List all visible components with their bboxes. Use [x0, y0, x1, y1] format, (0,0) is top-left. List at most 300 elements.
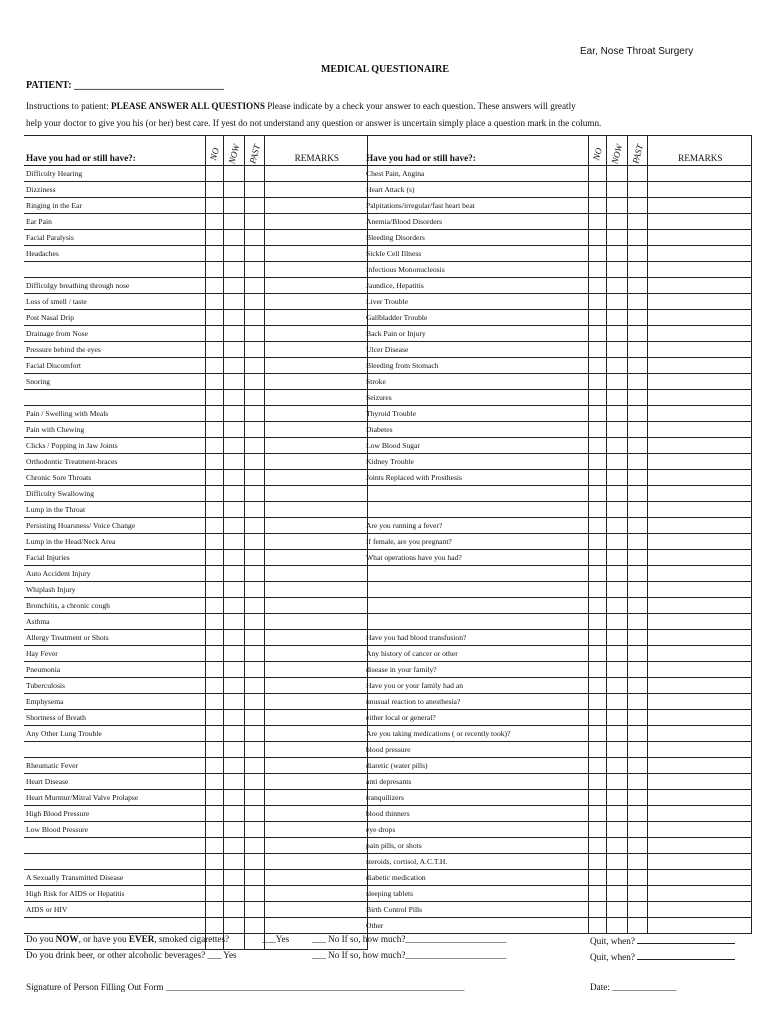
past-checkbox[interactable]	[244, 710, 264, 726]
now-checkbox[interactable]	[223, 902, 244, 918]
past-checkbox[interactable]	[627, 886, 647, 902]
now-checkbox[interactable]	[606, 214, 627, 230]
past-checkbox[interactable]	[244, 582, 264, 598]
past-checkbox[interactable]	[244, 342, 264, 358]
now-checkbox[interactable]	[223, 342, 244, 358]
now-checkbox[interactable]	[606, 182, 627, 198]
now-checkbox[interactable]	[606, 278, 627, 294]
remarks-cell[interactable]	[264, 790, 367, 806]
past-checkbox[interactable]	[627, 710, 647, 726]
no-checkbox[interactable]	[205, 902, 223, 918]
no-checkbox[interactable]	[205, 470, 223, 486]
patient-field[interactable]: PATIENT: ______________________________	[26, 80, 225, 91]
remarks-cell[interactable]	[647, 774, 751, 790]
now-checkbox[interactable]	[223, 454, 244, 470]
remarks-cell[interactable]	[264, 774, 367, 790]
now-checkbox[interactable]	[223, 438, 244, 454]
now-checkbox[interactable]	[223, 710, 244, 726]
past-checkbox[interactable]	[244, 438, 264, 454]
remarks-cell[interactable]	[264, 694, 367, 710]
remarks-cell[interactable]	[647, 358, 751, 374]
remarks-cell[interactable]	[647, 726, 751, 742]
now-checkbox[interactable]	[223, 374, 244, 390]
now-checkbox[interactable]	[223, 614, 244, 630]
past-checkbox[interactable]	[627, 198, 647, 214]
remarks-cell[interactable]	[264, 294, 367, 310]
no-checkbox[interactable]	[588, 838, 606, 854]
no-checkbox[interactable]	[588, 598, 606, 614]
now-checkbox[interactable]	[606, 374, 627, 390]
no-checkbox[interactable]	[588, 534, 606, 550]
no-checkbox[interactable]	[205, 710, 223, 726]
past-checkbox[interactable]	[244, 518, 264, 534]
remarks-cell[interactable]	[647, 326, 751, 342]
no-checkbox[interactable]	[205, 230, 223, 246]
remarks-cell[interactable]	[264, 758, 367, 774]
now-checkbox[interactable]	[606, 246, 627, 262]
now-checkbox[interactable]	[223, 166, 244, 182]
remarks-cell[interactable]	[647, 566, 751, 582]
remarks-cell[interactable]	[647, 198, 751, 214]
no-checkbox[interactable]	[205, 294, 223, 310]
no-checkbox[interactable]	[205, 422, 223, 438]
past-checkbox[interactable]	[244, 806, 264, 822]
no-checkbox[interactable]	[588, 246, 606, 262]
past-checkbox[interactable]	[244, 822, 264, 838]
no-checkbox[interactable]	[205, 198, 223, 214]
now-checkbox[interactable]	[223, 406, 244, 422]
now-checkbox[interactable]	[606, 678, 627, 694]
remarks-cell[interactable]	[647, 406, 751, 422]
now-checkbox[interactable]	[606, 694, 627, 710]
remarks-cell[interactable]	[264, 534, 367, 550]
past-checkbox[interactable]	[627, 790, 647, 806]
remarks-cell[interactable]	[264, 646, 367, 662]
no-checkbox[interactable]	[588, 710, 606, 726]
no-checkbox[interactable]	[205, 854, 223, 870]
past-checkbox[interactable]	[244, 630, 264, 646]
now-checkbox[interactable]	[223, 230, 244, 246]
remarks-cell[interactable]	[647, 534, 751, 550]
no-checkbox[interactable]	[205, 502, 223, 518]
no-checkbox[interactable]	[205, 694, 223, 710]
smoking-quit-line[interactable]	[637, 934, 735, 944]
past-checkbox[interactable]	[627, 726, 647, 742]
remarks-cell[interactable]	[264, 822, 367, 838]
no-checkbox[interactable]	[588, 358, 606, 374]
no-checkbox[interactable]	[588, 790, 606, 806]
remarks-cell[interactable]	[647, 886, 751, 902]
now-checkbox[interactable]	[606, 230, 627, 246]
past-checkbox[interactable]	[627, 262, 647, 278]
now-checkbox[interactable]	[606, 710, 627, 726]
no-checkbox[interactable]	[205, 358, 223, 374]
past-checkbox[interactable]	[627, 230, 647, 246]
no-checkbox[interactable]	[205, 758, 223, 774]
no-checkbox[interactable]	[588, 230, 606, 246]
no-checkbox[interactable]	[588, 214, 606, 230]
remarks-cell[interactable]	[264, 582, 367, 598]
now-checkbox[interactable]	[223, 598, 244, 614]
remarks-cell[interactable]	[647, 646, 751, 662]
drinking-quit-field[interactable]	[590, 950, 735, 962]
remarks-cell[interactable]	[264, 310, 367, 326]
remarks-cell[interactable]	[647, 582, 751, 598]
now-checkbox[interactable]	[223, 246, 244, 262]
past-checkbox[interactable]	[244, 838, 264, 854]
now-checkbox[interactable]	[223, 566, 244, 582]
past-checkbox[interactable]	[244, 758, 264, 774]
past-checkbox[interactable]	[627, 774, 647, 790]
now-checkbox[interactable]	[606, 502, 627, 518]
remarks-cell[interactable]	[264, 518, 367, 534]
past-checkbox[interactable]	[244, 406, 264, 422]
now-checkbox[interactable]	[223, 198, 244, 214]
no-checkbox[interactable]	[588, 806, 606, 822]
past-checkbox[interactable]	[627, 374, 647, 390]
remarks-cell[interactable]	[264, 246, 367, 262]
now-checkbox[interactable]	[606, 566, 627, 582]
no-checkbox[interactable]	[205, 726, 223, 742]
no-checkbox[interactable]	[205, 278, 223, 294]
date-field[interactable]: Date: ______________	[590, 982, 677, 992]
now-checkbox[interactable]	[606, 582, 627, 598]
no-checkbox[interactable]	[588, 886, 606, 902]
now-checkbox[interactable]	[606, 390, 627, 406]
remarks-cell[interactable]	[264, 470, 367, 486]
no-checkbox[interactable]	[588, 454, 606, 470]
now-checkbox[interactable]	[606, 342, 627, 358]
past-checkbox[interactable]	[244, 854, 264, 870]
now-checkbox[interactable]	[606, 918, 627, 934]
no-checkbox[interactable]	[588, 902, 606, 918]
past-checkbox[interactable]	[627, 694, 647, 710]
now-checkbox[interactable]	[606, 726, 627, 742]
past-checkbox[interactable]	[627, 326, 647, 342]
remarks-cell[interactable]	[264, 454, 367, 470]
no-checkbox[interactable]	[588, 198, 606, 214]
remarks-cell[interactable]	[647, 246, 751, 262]
remarks-cell[interactable]	[264, 502, 367, 518]
no-checkbox[interactable]	[205, 534, 223, 550]
no-checkbox[interactable]	[205, 214, 223, 230]
remarks-cell[interactable]	[647, 518, 751, 534]
now-checkbox[interactable]	[223, 214, 244, 230]
remarks-cell[interactable]	[264, 678, 367, 694]
past-checkbox[interactable]	[627, 454, 647, 470]
no-checkbox[interactable]	[205, 310, 223, 326]
past-checkbox[interactable]	[627, 758, 647, 774]
past-checkbox[interactable]	[627, 838, 647, 854]
no-checkbox[interactable]	[588, 310, 606, 326]
remarks-cell[interactable]	[647, 790, 751, 806]
now-checkbox[interactable]	[223, 630, 244, 646]
now-checkbox[interactable]	[606, 838, 627, 854]
no-checkbox[interactable]	[205, 550, 223, 566]
now-checkbox[interactable]	[606, 550, 627, 566]
remarks-cell[interactable]	[264, 182, 367, 198]
now-checkbox[interactable]	[606, 742, 627, 758]
past-checkbox[interactable]	[244, 902, 264, 918]
now-checkbox[interactable]	[223, 694, 244, 710]
now-checkbox[interactable]	[606, 438, 627, 454]
now-checkbox[interactable]	[606, 422, 627, 438]
remarks-cell[interactable]	[264, 838, 367, 854]
no-checkbox[interactable]	[588, 870, 606, 886]
no-checkbox[interactable]	[205, 870, 223, 886]
remarks-cell[interactable]	[647, 182, 751, 198]
no-checkbox[interactable]	[588, 278, 606, 294]
no-checkbox[interactable]	[205, 790, 223, 806]
past-checkbox[interactable]	[627, 822, 647, 838]
past-checkbox[interactable]	[627, 182, 647, 198]
now-checkbox[interactable]	[223, 662, 244, 678]
remarks-cell[interactable]	[264, 198, 367, 214]
remarks-cell[interactable]	[264, 326, 367, 342]
now-checkbox[interactable]	[606, 534, 627, 550]
past-checkbox[interactable]	[627, 662, 647, 678]
remarks-cell[interactable]	[647, 662, 751, 678]
no-checkbox[interactable]	[205, 518, 223, 534]
now-checkbox[interactable]	[606, 854, 627, 870]
past-checkbox[interactable]	[244, 502, 264, 518]
no-checkbox[interactable]	[205, 742, 223, 758]
past-checkbox[interactable]	[627, 438, 647, 454]
past-checkbox[interactable]	[244, 310, 264, 326]
past-checkbox[interactable]	[244, 470, 264, 486]
no-checkbox[interactable]	[588, 390, 606, 406]
now-checkbox[interactable]	[223, 838, 244, 854]
remarks-cell[interactable]	[647, 614, 751, 630]
remarks-cell[interactable]	[647, 550, 751, 566]
no-checkbox[interactable]	[205, 486, 223, 502]
remarks-cell[interactable]	[647, 694, 751, 710]
past-checkbox[interactable]	[244, 262, 264, 278]
no-checkbox[interactable]	[205, 822, 223, 838]
now-checkbox[interactable]	[223, 774, 244, 790]
remarks-cell[interactable]	[647, 902, 751, 918]
remarks-cell[interactable]	[647, 742, 751, 758]
past-checkbox[interactable]	[244, 774, 264, 790]
remarks-cell[interactable]	[647, 854, 751, 870]
now-checkbox[interactable]	[606, 886, 627, 902]
drinking-quit-line[interactable]	[637, 950, 735, 960]
past-checkbox[interactable]	[244, 326, 264, 342]
signature-field[interactable]: Signature of Person Filling Out Form _________________________________________________________________	[26, 982, 465, 992]
past-checkbox[interactable]	[244, 726, 264, 742]
no-checkbox[interactable]	[588, 726, 606, 742]
now-checkbox[interactable]	[223, 918, 244, 934]
past-checkbox[interactable]	[627, 614, 647, 630]
now-checkbox[interactable]	[223, 582, 244, 598]
smoking-quit-field[interactable]	[590, 934, 735, 946]
past-checkbox[interactable]	[627, 598, 647, 614]
remarks-cell[interactable]	[264, 390, 367, 406]
past-checkbox[interactable]	[244, 422, 264, 438]
past-checkbox[interactable]	[244, 598, 264, 614]
now-checkbox[interactable]	[606, 774, 627, 790]
remarks-cell[interactable]	[647, 630, 751, 646]
no-checkbox[interactable]	[205, 646, 223, 662]
past-checkbox[interactable]	[627, 342, 647, 358]
now-checkbox[interactable]	[223, 470, 244, 486]
past-checkbox[interactable]	[244, 246, 264, 262]
now-checkbox[interactable]	[223, 294, 244, 310]
no-checkbox[interactable]	[205, 886, 223, 902]
now-checkbox[interactable]	[223, 758, 244, 774]
now-checkbox[interactable]	[606, 358, 627, 374]
now-checkbox[interactable]	[606, 902, 627, 918]
past-checkbox[interactable]	[244, 550, 264, 566]
no-checkbox[interactable]	[588, 326, 606, 342]
remarks-cell[interactable]	[647, 390, 751, 406]
remarks-cell[interactable]	[264, 278, 367, 294]
remarks-cell[interactable]	[647, 454, 751, 470]
smoking-no-field[interactable]: ___ No If so, how much?______________________	[312, 934, 507, 944]
no-checkbox[interactable]	[205, 806, 223, 822]
now-checkbox[interactable]	[223, 182, 244, 198]
past-checkbox[interactable]	[627, 742, 647, 758]
remarks-cell[interactable]	[264, 870, 367, 886]
remarks-cell[interactable]	[264, 374, 367, 390]
now-checkbox[interactable]	[223, 486, 244, 502]
remarks-cell[interactable]	[264, 422, 367, 438]
remarks-cell[interactable]	[647, 342, 751, 358]
no-checkbox[interactable]	[588, 742, 606, 758]
now-checkbox[interactable]	[223, 310, 244, 326]
past-checkbox[interactable]	[244, 614, 264, 630]
no-checkbox[interactable]	[205, 342, 223, 358]
now-checkbox[interactable]	[606, 326, 627, 342]
past-checkbox[interactable]	[627, 310, 647, 326]
now-checkbox[interactable]	[606, 518, 627, 534]
past-checkbox[interactable]	[244, 230, 264, 246]
remarks-cell[interactable]	[647, 438, 751, 454]
remarks-cell[interactable]	[647, 166, 751, 182]
past-checkbox[interactable]	[627, 358, 647, 374]
no-checkbox[interactable]	[205, 454, 223, 470]
no-checkbox[interactable]	[588, 822, 606, 838]
remarks-cell[interactable]	[264, 630, 367, 646]
no-checkbox[interactable]	[588, 342, 606, 358]
now-checkbox[interactable]	[606, 406, 627, 422]
no-checkbox[interactable]	[205, 246, 223, 262]
remarks-cell[interactable]	[264, 886, 367, 902]
no-checkbox[interactable]	[588, 374, 606, 390]
past-checkbox[interactable]	[627, 646, 647, 662]
remarks-cell[interactable]	[647, 278, 751, 294]
past-checkbox[interactable]	[627, 806, 647, 822]
no-checkbox[interactable]	[588, 758, 606, 774]
remarks-cell[interactable]	[647, 870, 751, 886]
remarks-cell[interactable]	[647, 230, 751, 246]
no-checkbox[interactable]	[205, 326, 223, 342]
no-checkbox[interactable]	[588, 182, 606, 198]
past-checkbox[interactable]	[244, 294, 264, 310]
drinking-no-field[interactable]: ___ No If so, how much?______________________	[312, 950, 507, 960]
now-checkbox[interactable]	[606, 294, 627, 310]
no-checkbox[interactable]	[588, 262, 606, 278]
past-checkbox[interactable]	[244, 566, 264, 582]
now-checkbox[interactable]	[223, 502, 244, 518]
past-checkbox[interactable]	[244, 374, 264, 390]
remarks-cell[interactable]	[647, 758, 751, 774]
no-checkbox[interactable]	[588, 166, 606, 182]
no-checkbox[interactable]	[205, 438, 223, 454]
remarks-cell[interactable]	[264, 486, 367, 502]
now-checkbox[interactable]	[223, 854, 244, 870]
now-checkbox[interactable]	[223, 678, 244, 694]
remarks-cell[interactable]	[264, 710, 367, 726]
no-checkbox[interactable]	[205, 630, 223, 646]
now-checkbox[interactable]	[223, 422, 244, 438]
no-checkbox[interactable]	[588, 918, 606, 934]
no-checkbox[interactable]	[205, 374, 223, 390]
remarks-cell[interactable]	[264, 406, 367, 422]
past-checkbox[interactable]	[244, 198, 264, 214]
past-checkbox[interactable]	[244, 182, 264, 198]
now-checkbox[interactable]	[223, 534, 244, 550]
no-checkbox[interactable]	[588, 630, 606, 646]
no-checkbox[interactable]	[588, 294, 606, 310]
past-checkbox[interactable]	[244, 646, 264, 662]
past-checkbox[interactable]	[244, 694, 264, 710]
now-checkbox[interactable]	[606, 486, 627, 502]
past-checkbox[interactable]	[627, 422, 647, 438]
past-checkbox[interactable]	[244, 390, 264, 406]
no-checkbox[interactable]	[588, 774, 606, 790]
no-checkbox[interactable]	[588, 502, 606, 518]
no-checkbox[interactable]	[588, 646, 606, 662]
no-checkbox[interactable]	[588, 678, 606, 694]
no-checkbox[interactable]	[588, 422, 606, 438]
past-checkbox[interactable]	[627, 278, 647, 294]
remarks-cell[interactable]	[647, 422, 751, 438]
past-checkbox[interactable]	[627, 518, 647, 534]
past-checkbox[interactable]	[244, 886, 264, 902]
no-checkbox[interactable]	[205, 774, 223, 790]
no-checkbox[interactable]	[588, 550, 606, 566]
no-checkbox[interactable]	[588, 566, 606, 582]
smoking-yes-field[interactable]: ___Yes	[262, 934, 290, 944]
remarks-cell[interactable]	[264, 166, 367, 182]
remarks-cell[interactable]	[264, 726, 367, 742]
now-checkbox[interactable]	[223, 806, 244, 822]
no-checkbox[interactable]	[588, 438, 606, 454]
past-checkbox[interactable]	[627, 470, 647, 486]
past-checkbox[interactable]	[244, 166, 264, 182]
now-checkbox[interactable]	[223, 790, 244, 806]
now-checkbox[interactable]	[606, 310, 627, 326]
no-checkbox[interactable]	[205, 678, 223, 694]
past-checkbox[interactable]	[244, 790, 264, 806]
past-checkbox[interactable]	[244, 662, 264, 678]
now-checkbox[interactable]	[223, 550, 244, 566]
now-checkbox[interactable]	[606, 470, 627, 486]
past-checkbox[interactable]	[627, 854, 647, 870]
no-checkbox[interactable]	[205, 566, 223, 582]
no-checkbox[interactable]	[205, 406, 223, 422]
no-checkbox[interactable]	[205, 166, 223, 182]
remarks-cell[interactable]	[647, 678, 751, 694]
drinking-question[interactable]: Do you drink beer, or other alcoholic beverages? ___ Yes	[26, 950, 237, 960]
now-checkbox[interactable]	[606, 598, 627, 614]
past-checkbox[interactable]	[627, 550, 647, 566]
now-checkbox[interactable]	[223, 742, 244, 758]
remarks-cell[interactable]	[264, 262, 367, 278]
remarks-cell[interactable]	[647, 502, 751, 518]
now-checkbox[interactable]	[606, 662, 627, 678]
